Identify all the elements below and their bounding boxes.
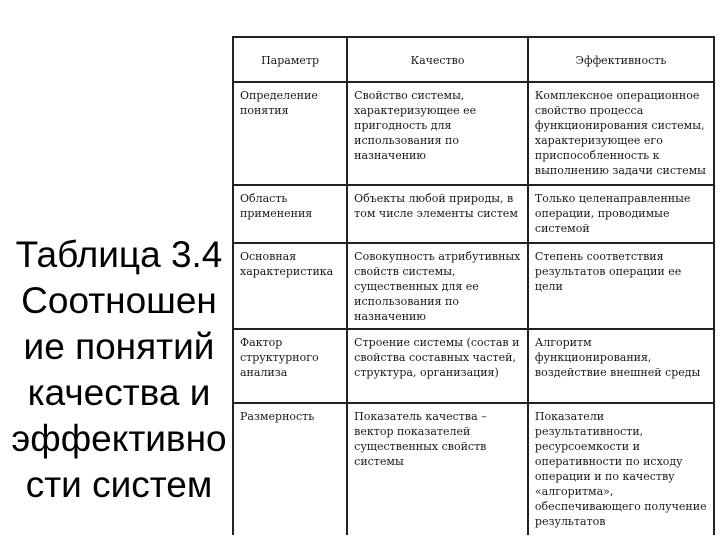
cell-parameter: Определение понятия [233,82,347,185]
cell-efficiency: Показатели результативности, ресурсоемкости и оперативности по исходу операции и по качеству «алгоритма», обеспечивающего получение результатов [528,403,714,535]
header-efficiency: Эффективность [528,37,714,82]
table-row [233,403,714,535]
table-caption [0,232,238,508]
caption-line: качества и [27,372,211,413]
cell-efficiency: Комплексное операционное свойство процесса функционирования системы, характеризующее его приспособленность к выполнению задачи системы [528,82,714,185]
cell-parameter: Область применения [233,185,347,243]
cell-parameter: Основная характеристика [233,243,347,329]
caption-line: ие понятий [23,326,215,367]
comparison-table-container [230,36,720,540]
caption-line: Таблица 3.4 [15,234,223,275]
caption-line: сти систем [25,464,213,505]
table-header-row [233,37,714,82]
caption-line: эффективно [11,418,227,459]
cell-efficiency: Только целенаправленные операции, проводимые системой [528,185,714,243]
cell-parameter: Фактор структурного анализа [233,329,347,403]
cell-efficiency: Алгоритм функционирования, воздействие внешней среды [528,329,714,403]
header-parameter: Параметр [233,37,347,82]
caption-line: Соотношен [21,280,217,321]
cell-efficiency: Степень соответствия результатов операции ее цели [528,243,714,329]
table-row [233,243,714,329]
table-row [233,82,714,185]
cell-parameter: Размерность [233,403,347,535]
cell-quality: Совокупность атрибутивных свойств системы, существенных для ее использования по назначению [347,243,528,329]
cell-quality: Строение системы (состав и свойства составных частей, структура, организация) [347,329,528,403]
cell-quality: Свойство системы, характеризующее ее пригодность для использования по назначению [347,82,528,185]
table-row [233,185,714,243]
cell-quality: Объекты любой природы, в том числе элементы систем [347,185,528,243]
cell-quality: Показатель качества – вектор показателей существенных свойств системы [347,403,528,535]
table-row [233,329,714,403]
header-quality: Качество [347,37,528,82]
comparison-table [232,36,715,535]
